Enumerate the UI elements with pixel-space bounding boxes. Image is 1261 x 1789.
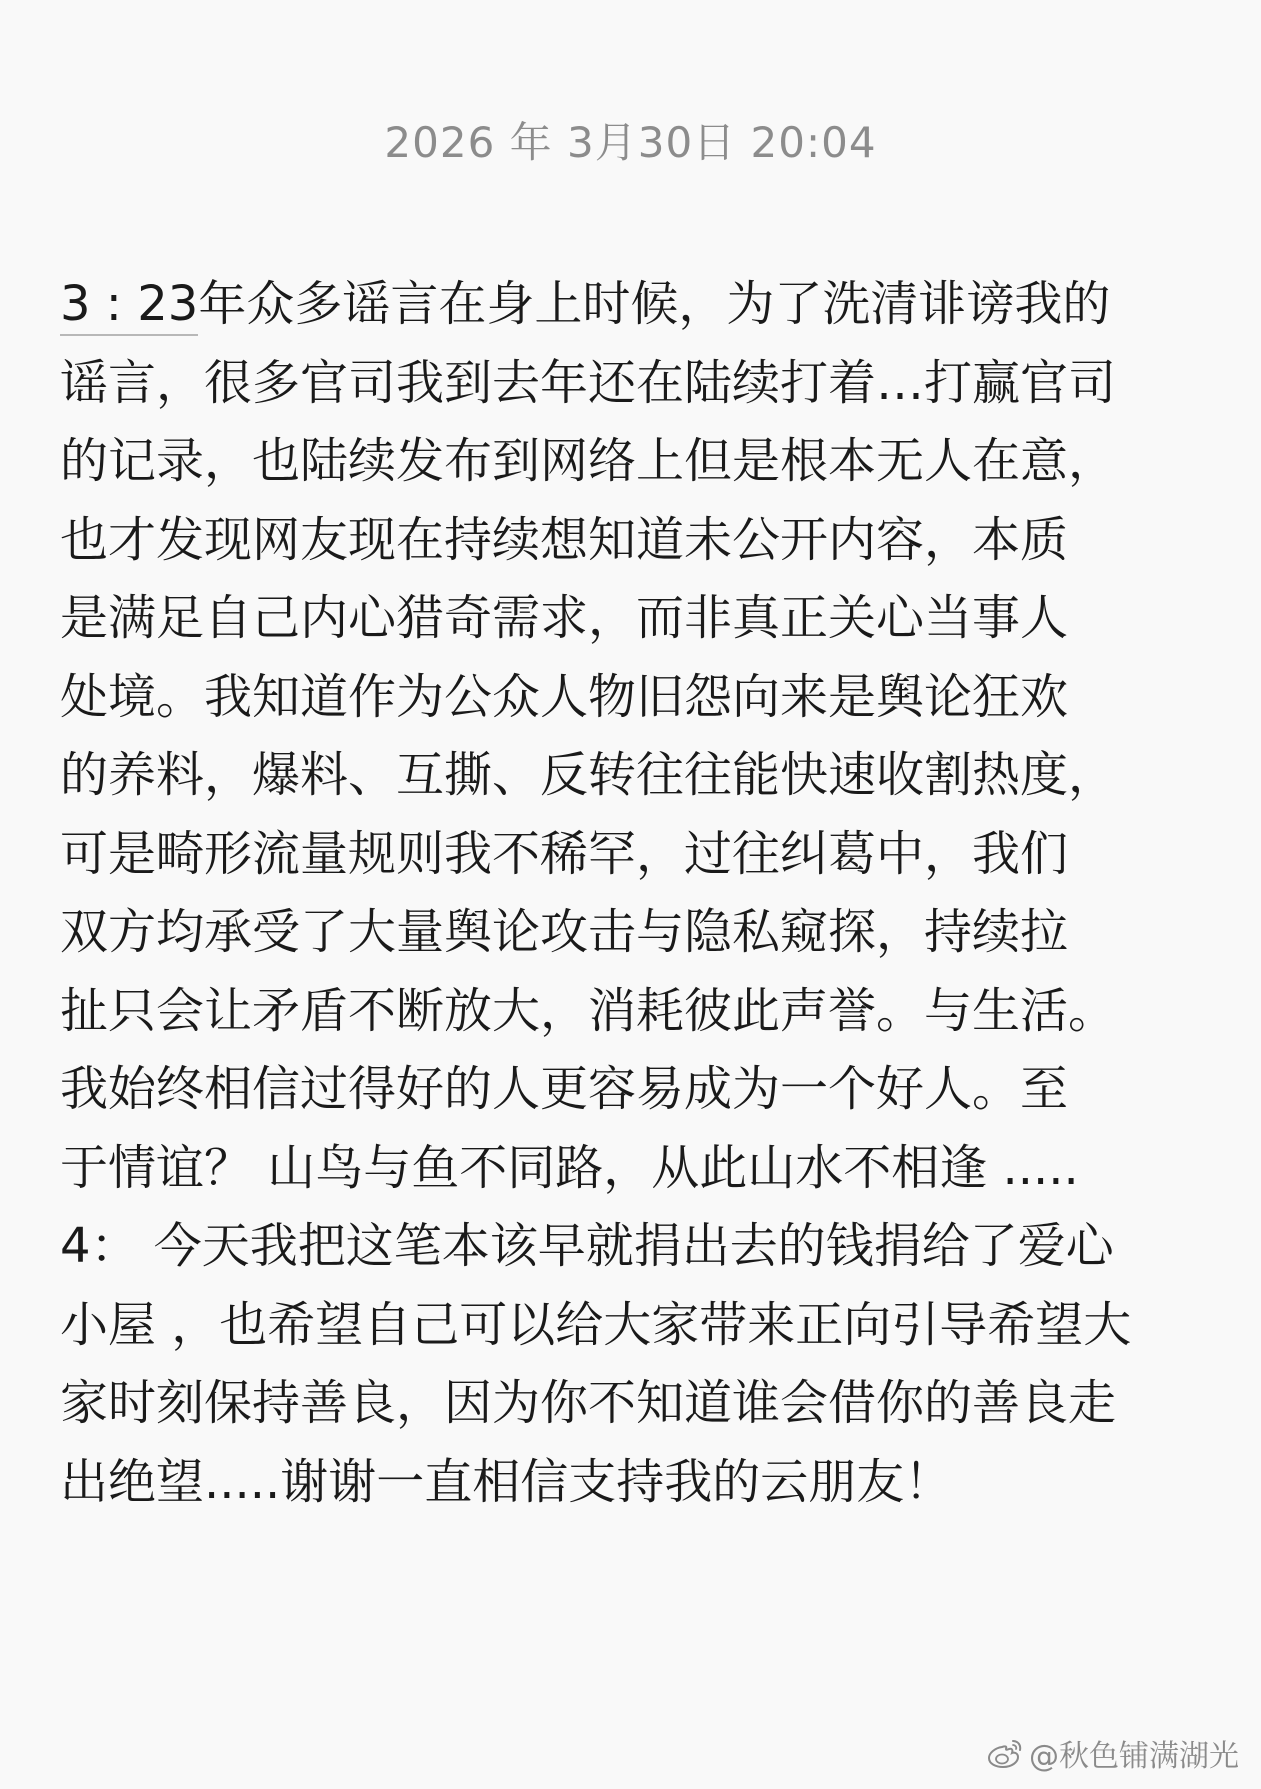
note-line-14: 小屋 ，也希望自己可以给大家带来正向引导希望大 (60, 1296, 1132, 1353)
note-line-1 (60, 265, 1210, 344)
watermark-text: @秋色铺满湖光 (1029, 1739, 1239, 1774)
note-line-6: 处境。我知道作为公众人物旧怨向来是舆论狂欢 (60, 668, 1069, 725)
note-line-13: 4： 今天我把这笔本该早就捐出去的钱捐给了爱心 (60, 1218, 1114, 1274)
note-line-5: 是满足自己内心猎奇需求，而非真正关心当事人 (60, 590, 1069, 646)
weibo-watermark (987, 1731, 1239, 1775)
note-line-9: 双方均承受了大量舆论攻击与隐私窥探，持续拉 (60, 904, 1069, 960)
note-line-4: 也才发现网友现在持续想知道未公开内容，本质 (60, 511, 1069, 568)
note-line-10: 扯只会让矛盾不断放大，消耗彼此声誉。与生活。 (60, 982, 1117, 1039)
weibo-logo-icon (987, 1738, 1023, 1768)
note-line-11: 我始终相信过得好的人更容易成为一个好人。至 (60, 1061, 1069, 1117)
note-line-15: 家时刻保持善良，因为你不知道谁会借你的善良走 (60, 1375, 1117, 1431)
note-body (60, 265, 1210, 1521)
note-line-2: 谣言，很多官司我到去年还在陆续打着…打赢官司 (60, 354, 1117, 411)
note-line-1-rest: 年众多谣言在身上时候，为了洗清诽谤我的 (198, 276, 1111, 332)
note-line-7: 的养料，爆料、互撕、反转往往能快速收割热度， (60, 747, 1117, 803)
note-line-1-prefix: 3 : 23 (60, 276, 198, 336)
note-line-16: 出绝望.....谢谢一直相信支持我的云朋友！ (60, 1453, 953, 1510)
note-timestamp: 2026 年 3月30日 20:04 (384, 118, 877, 167)
note-line-3: 的记录，也陆续发布到网络上但是根本无人在意， (60, 433, 1117, 489)
note-line-8: 可是畸形流量规则我不稀罕，过往纠葛中，我们 (60, 825, 1069, 882)
note-line-12: 于情谊？ 山鸟与鱼不同路，从此山水不相逢 ..... (60, 1139, 1079, 1196)
